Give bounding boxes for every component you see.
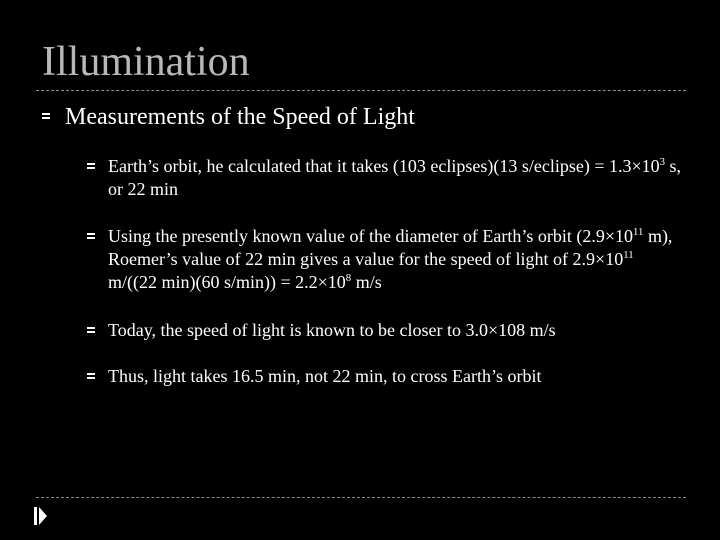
bullet-orbit-crossing (87, 365, 687, 388)
bullet-icon (87, 372, 95, 380)
slide-title: Illumination (42, 39, 250, 85)
bullet-icon (87, 326, 95, 334)
bullet-roemer-value (87, 225, 687, 294)
bullet-text: Earth’s orbit, he calculated that it takes (103 eclipses)(13 s/eclipse) = $1.3\times 10^3$ s, or 22 min (108, 156, 682, 199)
bullet-text: Using the presently known value of the diameter of Earth’s orbit ($2.9\times 10^{11}$ m), Roemer’s value of 22 min gives a value for the speed of light of $2.9\times 10^{11}$ m/((22 min)(60 $s/\min)) = 2.2\times 10^8$ m/s (108, 226, 673, 292)
bullet-icon (42, 112, 50, 120)
bullet-icon (87, 232, 95, 240)
bullet-heading-text: Measurements of the Speed of Light (65, 104, 415, 130)
bullet-heading (42, 102, 415, 132)
next-slide-icon[interactable] (34, 506, 48, 526)
bullet-modern-value (87, 319, 687, 342)
bullet-text: Thus, light takes 16.5 min, not 22 min, to cross Earth’s orbit (108, 366, 542, 386)
bullet-icon (87, 162, 95, 170)
title-divider (36, 90, 686, 91)
bullet-text: Today, the speed of light is known to be closer to 3.0×108 m/s (108, 320, 556, 340)
bullet-eclipse-calculation (87, 155, 687, 201)
footer-divider (36, 497, 686, 498)
